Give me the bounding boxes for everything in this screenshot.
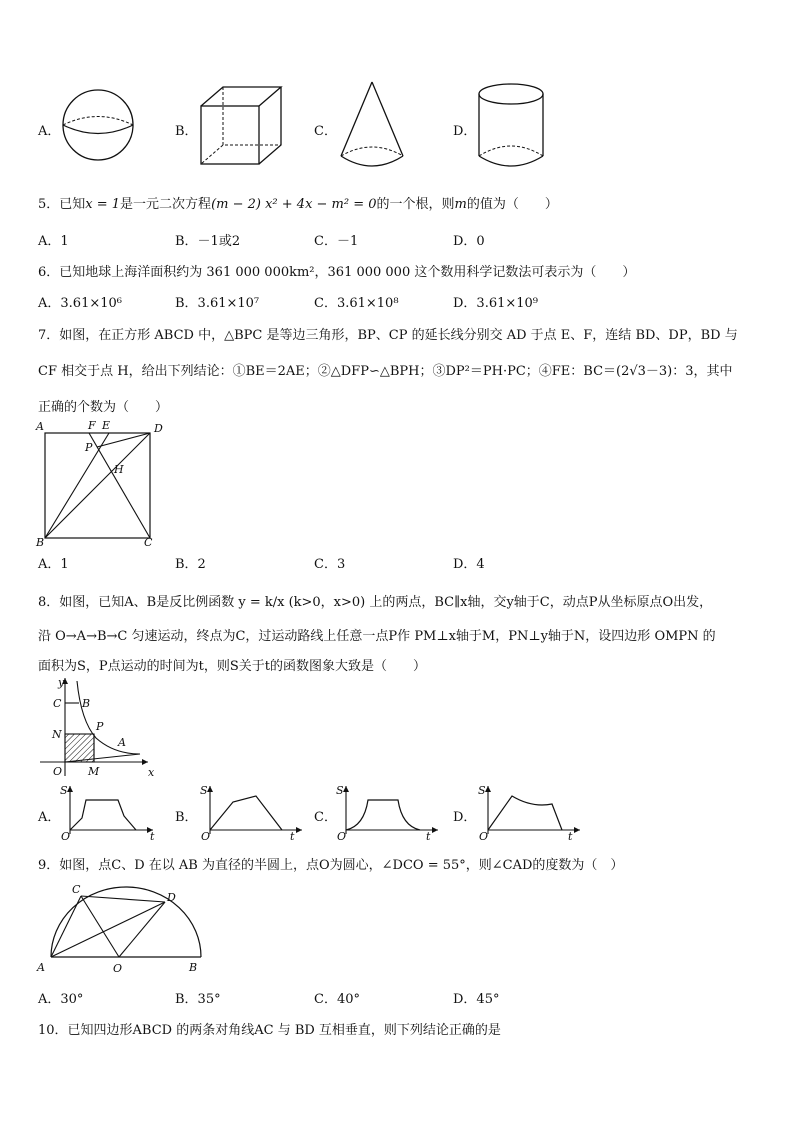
- q7-label-D: D: [154, 422, 163, 435]
- q6-option-a: A．3.61×10⁶: [38, 296, 122, 311]
- cylinder-figure: [476, 82, 548, 172]
- q7-label-E: E: [102, 419, 111, 432]
- q7-stem-line1: 7．如图，在正方形 ABCD 中，△BPC 是等边三角形，BP、CP 的延长线分别交 AD 于点 E、F，连结 BD、DP，BD 与: [38, 328, 738, 343]
- cube-figure: [198, 84, 288, 166]
- q7-label-B: B: [36, 536, 45, 549]
- q4-option-c-label: C．: [314, 124, 337, 139]
- q5-option-b: B．－1或2: [175, 234, 241, 249]
- q4-option-a-label: A．: [38, 124, 61, 139]
- q6-option-d: D．3.61×10⁹: [453, 296, 539, 311]
- q8-hyperbola-figure: [36, 676, 156, 780]
- q9-label-B: B: [189, 961, 198, 974]
- q9-option-b: B．35°: [175, 992, 221, 1007]
- q9-semicircle-figure: [34, 884, 214, 976]
- q8-label-P: P: [96, 720, 104, 733]
- q7-square-figure: [34, 418, 164, 549]
- q7-stem-line2: CF 相交于点 H，给出下列结论：①BE＝2AE；②△DFP∽△BPH；③DP²＝PH·PC；④FE：BC＝(2√3－3)：3，其中: [38, 364, 733, 379]
- q9-label-D: D: [167, 891, 176, 904]
- q8d-label-t: t: [568, 830, 573, 843]
- q6-option-b: B．3.61×10⁷: [175, 296, 260, 311]
- q8-label-O: O: [53, 765, 63, 778]
- q5-stem: 5．已知x = 1是一元二次方程(m − 2) x² + 4x − m² = 0的一个根，则m的值为（ ）: [38, 197, 558, 212]
- q8-option-b-label: B．: [175, 810, 198, 825]
- q5-option-c: C．－1: [314, 234, 359, 249]
- sphere-figure: [60, 88, 142, 164]
- q9-option-c: C．40°: [314, 992, 360, 1007]
- q8-label-B: B: [82, 697, 91, 710]
- q8-stem-line3: 面积为S，P点运动的时间为t，则S关于t的函数图象大致是（ ）: [38, 659, 427, 674]
- q8a-label-S: S: [60, 784, 68, 797]
- q8-label-x: x: [148, 766, 155, 779]
- q8c-label-t: t: [426, 830, 431, 843]
- q9-option-a: A．30°: [38, 992, 84, 1007]
- q8c-label-S: S: [336, 784, 344, 797]
- q9-label-O: O: [113, 962, 123, 975]
- q8-option-a-label: A．: [38, 810, 61, 825]
- q4-option-d-label: D．: [453, 124, 477, 139]
- q6-option-c: C．3.61×10⁸: [314, 296, 399, 311]
- q8-label-N: N: [52, 728, 62, 741]
- q7-stem-line3: 正确的个数为（ ）: [38, 400, 169, 415]
- q8-graph-b: [198, 782, 308, 843]
- q5-option-a: A．1: [38, 234, 69, 249]
- q7-label-C: C: [144, 536, 153, 549]
- q9-stem: 9．如图，点C、D 在以 AB 为直径的半圆上，点O为圆心，∠DCO = 55°，则∠CAD的度数为（ ）: [38, 858, 624, 873]
- q8-graph-d: [476, 782, 586, 843]
- q8b-label-t: t: [290, 830, 295, 843]
- q8a-label-t: t: [150, 830, 155, 843]
- q8a-label-O: O: [61, 830, 71, 843]
- q7-option-c: C．3: [314, 557, 346, 572]
- q9-label-C: C: [72, 883, 81, 896]
- q8-option-d-label: D．: [453, 810, 477, 825]
- q9-label-A: A: [37, 961, 45, 974]
- q8-label-y: y: [58, 676, 65, 689]
- q7-label-P: P: [85, 441, 93, 454]
- q7-label-A: A: [36, 420, 44, 433]
- q7-option-d: D．4: [453, 557, 485, 572]
- q7-option-b: B．2: [175, 557, 206, 572]
- q8-label-M: M: [88, 765, 100, 778]
- q7-option-a: A．1: [38, 557, 69, 572]
- q9-option-d: D．45°: [453, 992, 500, 1007]
- q8-label-C: C: [53, 697, 62, 710]
- q6-stem: 6．已知地球上海洋面积约为 361 000 000km²，361 000 000 这个数用科学记数法可表示为（ ）: [38, 265, 636, 280]
- q4-option-b-label: B．: [175, 124, 198, 139]
- q8-option-c-label: C．: [314, 810, 337, 825]
- q8d-label-O: O: [479, 830, 489, 843]
- q5-option-d: D．0: [453, 234, 485, 249]
- q8b-label-O: O: [201, 830, 211, 843]
- q7-label-H: H: [114, 463, 124, 476]
- q8d-label-S: S: [478, 784, 486, 797]
- q8-graph-c: [334, 782, 444, 843]
- q8c-label-O: O: [337, 830, 347, 843]
- cone-figure: [336, 80, 408, 172]
- q7-label-F: F: [88, 419, 96, 432]
- q8-stem-line1: 8．如图，已知A、B是反比例函数 y = k/x (k>0，x>0) 上的两点，BC∥x轴，交y轴于C，动点P从坐标原点O出发，: [38, 595, 713, 610]
- q8-label-A: A: [118, 736, 126, 749]
- q8b-label-S: S: [200, 784, 208, 797]
- q8-graph-a: [58, 782, 158, 843]
- q10-stem: 10．已知四边形ABCD 的两条对角线AC 与 BD 互相垂直，则下列结论正确的是: [38, 1023, 501, 1038]
- q8-stem-line2: 沿 O→A→B→C 匀速运动，终点为C，过运动路线上任意一点P作 PM⊥x轴于M，PN⊥y轴于N，设四边形 OMPN 的: [38, 629, 716, 644]
